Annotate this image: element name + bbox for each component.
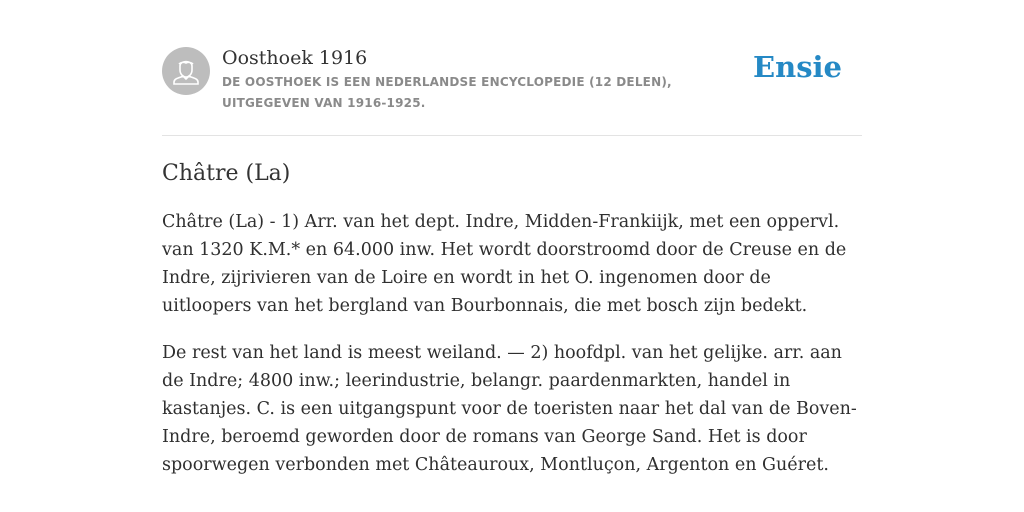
article-paragraph: Châtre (La) - 1) Arr. van het dept. Indre, Midden-Frankiijk, met een oppervl. van 1320 K.M.* en 64.000 inw. Het wordt doorstroomd door de Creuse en de Indre, zijrivieren van de Loire en wordt in het O. ingenomen door de uitloopers van het bergland van Bourbonnais, die met bosch zijn bedekt.	[162, 212, 847, 316]
article	[162, 157, 862, 498]
source-title[interactable]: Oosthoek 1916	[222, 47, 368, 69]
avatar[interactable]	[162, 47, 210, 95]
article-paragraph: De rest van het land is meest weiland. — 2) hoofdpl. van het gelijke. arr. aan de Indre; 4800 inw.; leerindustrie, belangr. paardenmarkten, handel in kastanjes. C. is een uitgangspunt voor de toeristen naar het dal van de Boven-Indre, beroemd geworden door de romans van George Sand. Het is door spoorwegen verbonden met Châteauroux, Montluçon, Argenton en Guéret.	[162, 343, 857, 475]
header-divider	[162, 135, 862, 136]
user-silhouette-icon	[162, 47, 210, 95]
brand-logo[interactable]: Ensie	[753, 50, 842, 84]
article-title: Châtre (La)	[162, 161, 291, 186]
source-description: DE OOSTHOEK IS EEN NEDERLANDSE ENCYCLOPEDIE (12 DELEN), UITGEGEVEN VAN 1916-1925.	[222, 75, 672, 110]
source-info	[222, 44, 762, 114]
source-header	[162, 44, 862, 136]
